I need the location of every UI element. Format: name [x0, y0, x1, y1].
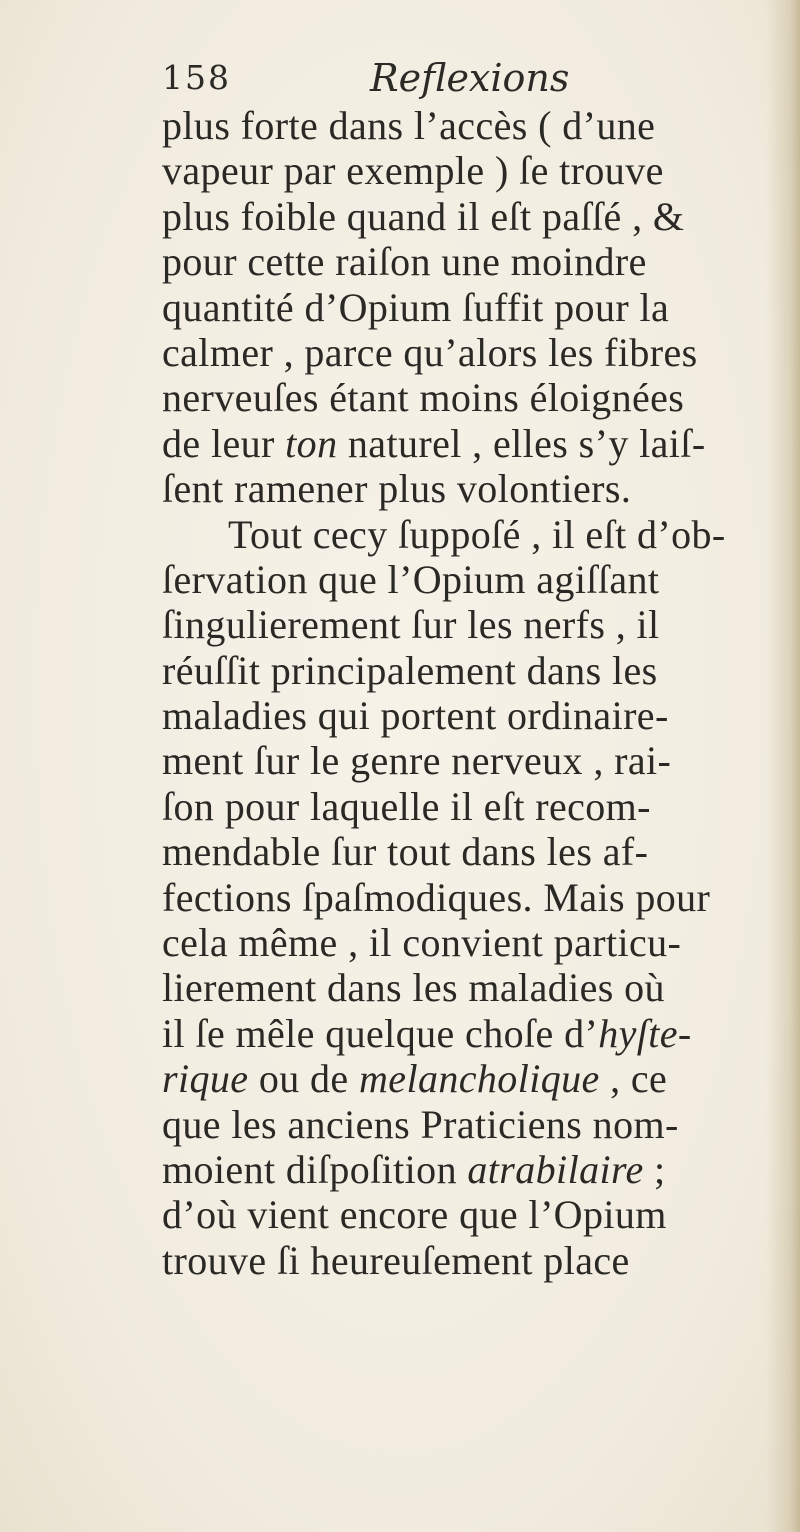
page-number: 158	[162, 58, 231, 97]
text-line: pour cette raiſon une moindre	[162, 239, 647, 285]
text-line: calmer , parce qu’alors les fibres	[162, 329, 698, 375]
text-line: il ſe mêle quelque choſe d’hyſte-	[162, 1010, 692, 1056]
text-line: ſervation que l’Opium agiſſant	[162, 556, 660, 602]
italic-word: ton	[285, 420, 338, 466]
running-title: Reflexions	[370, 56, 570, 100]
text-line: ſent ramener plus volontiers.	[162, 466, 632, 512]
paragraph-start-line: Tout cecy ſuppoſé , il eſt d’ob-	[228, 511, 726, 557]
text-line: cela même , il convient particu-	[162, 920, 682, 966]
text-line: mendable ſur tout dans les af-	[162, 829, 649, 875]
text-line: nerveuſes étant moins éloignées	[162, 375, 685, 421]
text-line: que les anciens Praticiens nom-	[162, 1101, 679, 1147]
italic-word: melancholique	[359, 1056, 600, 1102]
text-line: lierement dans les maladies où	[162, 965, 665, 1011]
text-line: plus foible quand il eſt paſſé , &	[162, 193, 685, 239]
text-line: trouve ſi heureuſement place	[162, 1237, 630, 1283]
text-line: rique ou de melancholique , ce	[162, 1056, 668, 1102]
text-line: ſingulierement ſur les nerfs , il	[162, 602, 660, 648]
text-line: d’où vient encore que l’Opium	[162, 1192, 667, 1238]
text-line: plus forte dans l’accès ( d’une	[162, 103, 656, 148]
italic-word: rique	[162, 1056, 249, 1102]
text-line: maladies qui portent ordinaire-	[162, 693, 669, 739]
text-line: fections ſpaſmodiques. Mais pour	[162, 874, 711, 920]
italic-word: atrabilaire	[467, 1146, 644, 1192]
body-text	[162, 103, 782, 1283]
text-line: réuſſit principalement dans les	[162, 647, 658, 693]
text-line: vapeur par exemple ) ſe trouve	[162, 148, 664, 194]
text-line: de leur ton naturel , elles s’y laiſ-	[162, 420, 706, 466]
text-line: ſon pour laquelle il eſt recom-	[162, 783, 651, 829]
text-line: ment ſur le genre nerveux , rai-	[162, 738, 672, 784]
italic-word: hyſte-	[598, 1010, 692, 1056]
text-line: moient diſpoſition atrabilaire ;	[162, 1146, 666, 1192]
text-line: quantité d’Opium ſuffit pour la	[162, 284, 670, 330]
